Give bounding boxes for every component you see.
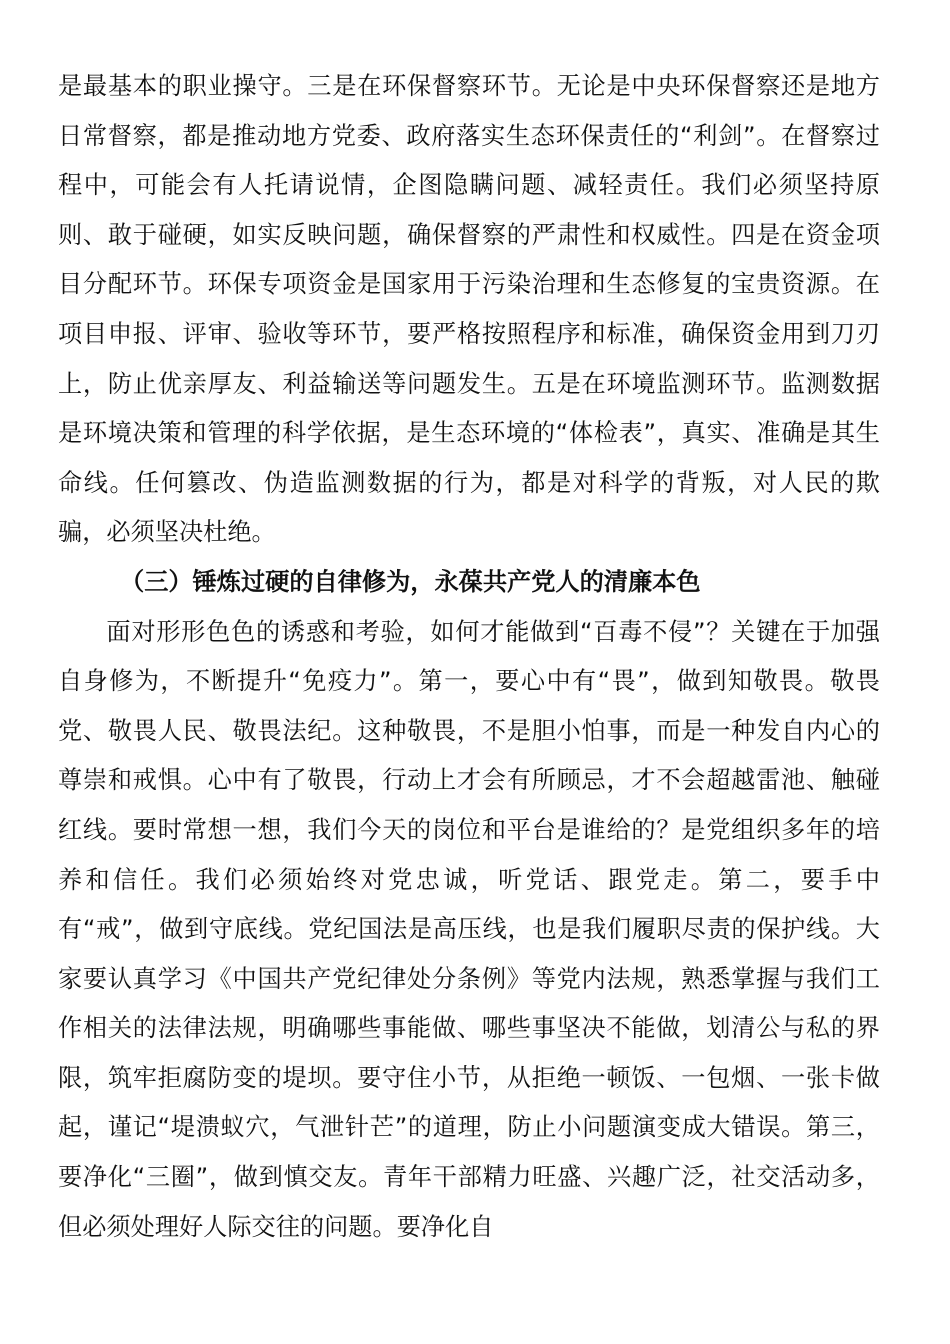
body-paragraph-2: 面对形形色色的诱惑和考验，如何才能做到“百毒不侵”？关键在于加强自身修为，不断提升“免疫力”。第一，要心中有“畏”，做到知敬畏。敬畏党、敬畏人民、敬畏法纪。这种敬畏，不是胆小怕事，而是一种发自内心的尊崇和戒惧。心中有了敬畏，行动上才会有所顾忌，才不会超越雷池、触碰红线。要时常想一想，我们今天的岗位和平台是谁给的？是党组织多年的培养和信任。我们必须始终对党忠诚，听党话、跟党走。第二，要手中有“戒”，做到守底线。党纪国法是高压线，也是我们履职尽责的保护线。大家要认真学习《中国共产党纪律处分条例》等党内法规，熟悉掌握与我们工作相关的法律法规，明确哪些事能做、哪些事坚决不能做，划清公与私的界限，筑牢拒腐防变的堤坝。要守住小节，从拒绝一顿饭、一包烟、一张卡做起，谨记“堤溃蚁穴，气泄针芒”的道理，防止小问题演变成大错误。第三，要净化“三圈”，做到慎交友。青年干部精力旺盛、兴趣广泛，社交活动多，但必须处理好人际交往的问题。要净化自 [58,617,880,1241]
document-page [58,62,880,1252]
body-paragraph-1: 是最基本的职业操守。三是在环保督察环节。无论是中央环保督察还是地方日常督察，都是推动地方党委、政府落实生态环保责任的“利剑”。在督察过程中，可能会有人托请说情，企图隐瞒问题、减轻责任。我们必须坚持原则、敢于碰硬，如实反映问题，确保督察的严肃性和权威性。四是在资金项目分配环节。环保专项资金是国家用于污染治理和生态修复的宝贵资源。在项目申报、评审、验收等环节，要严格按照程序和标准，确保资金用到刀刃上，防止优亲厚友、利益输送等问题发生。五是在环境监测环节。监测数据是环境决策和管理的科学依据，是生态环境的“体检表”，真实、准确是其生命线。任何篡改、伪造监测数据的行为，都是对科学的背叛，对人民的欺骗，必须坚决杜绝。 [58,72,880,547]
section-heading: （三）锤炼过硬的自律修为，永葆共产党人的清廉本色 [120,567,701,596]
